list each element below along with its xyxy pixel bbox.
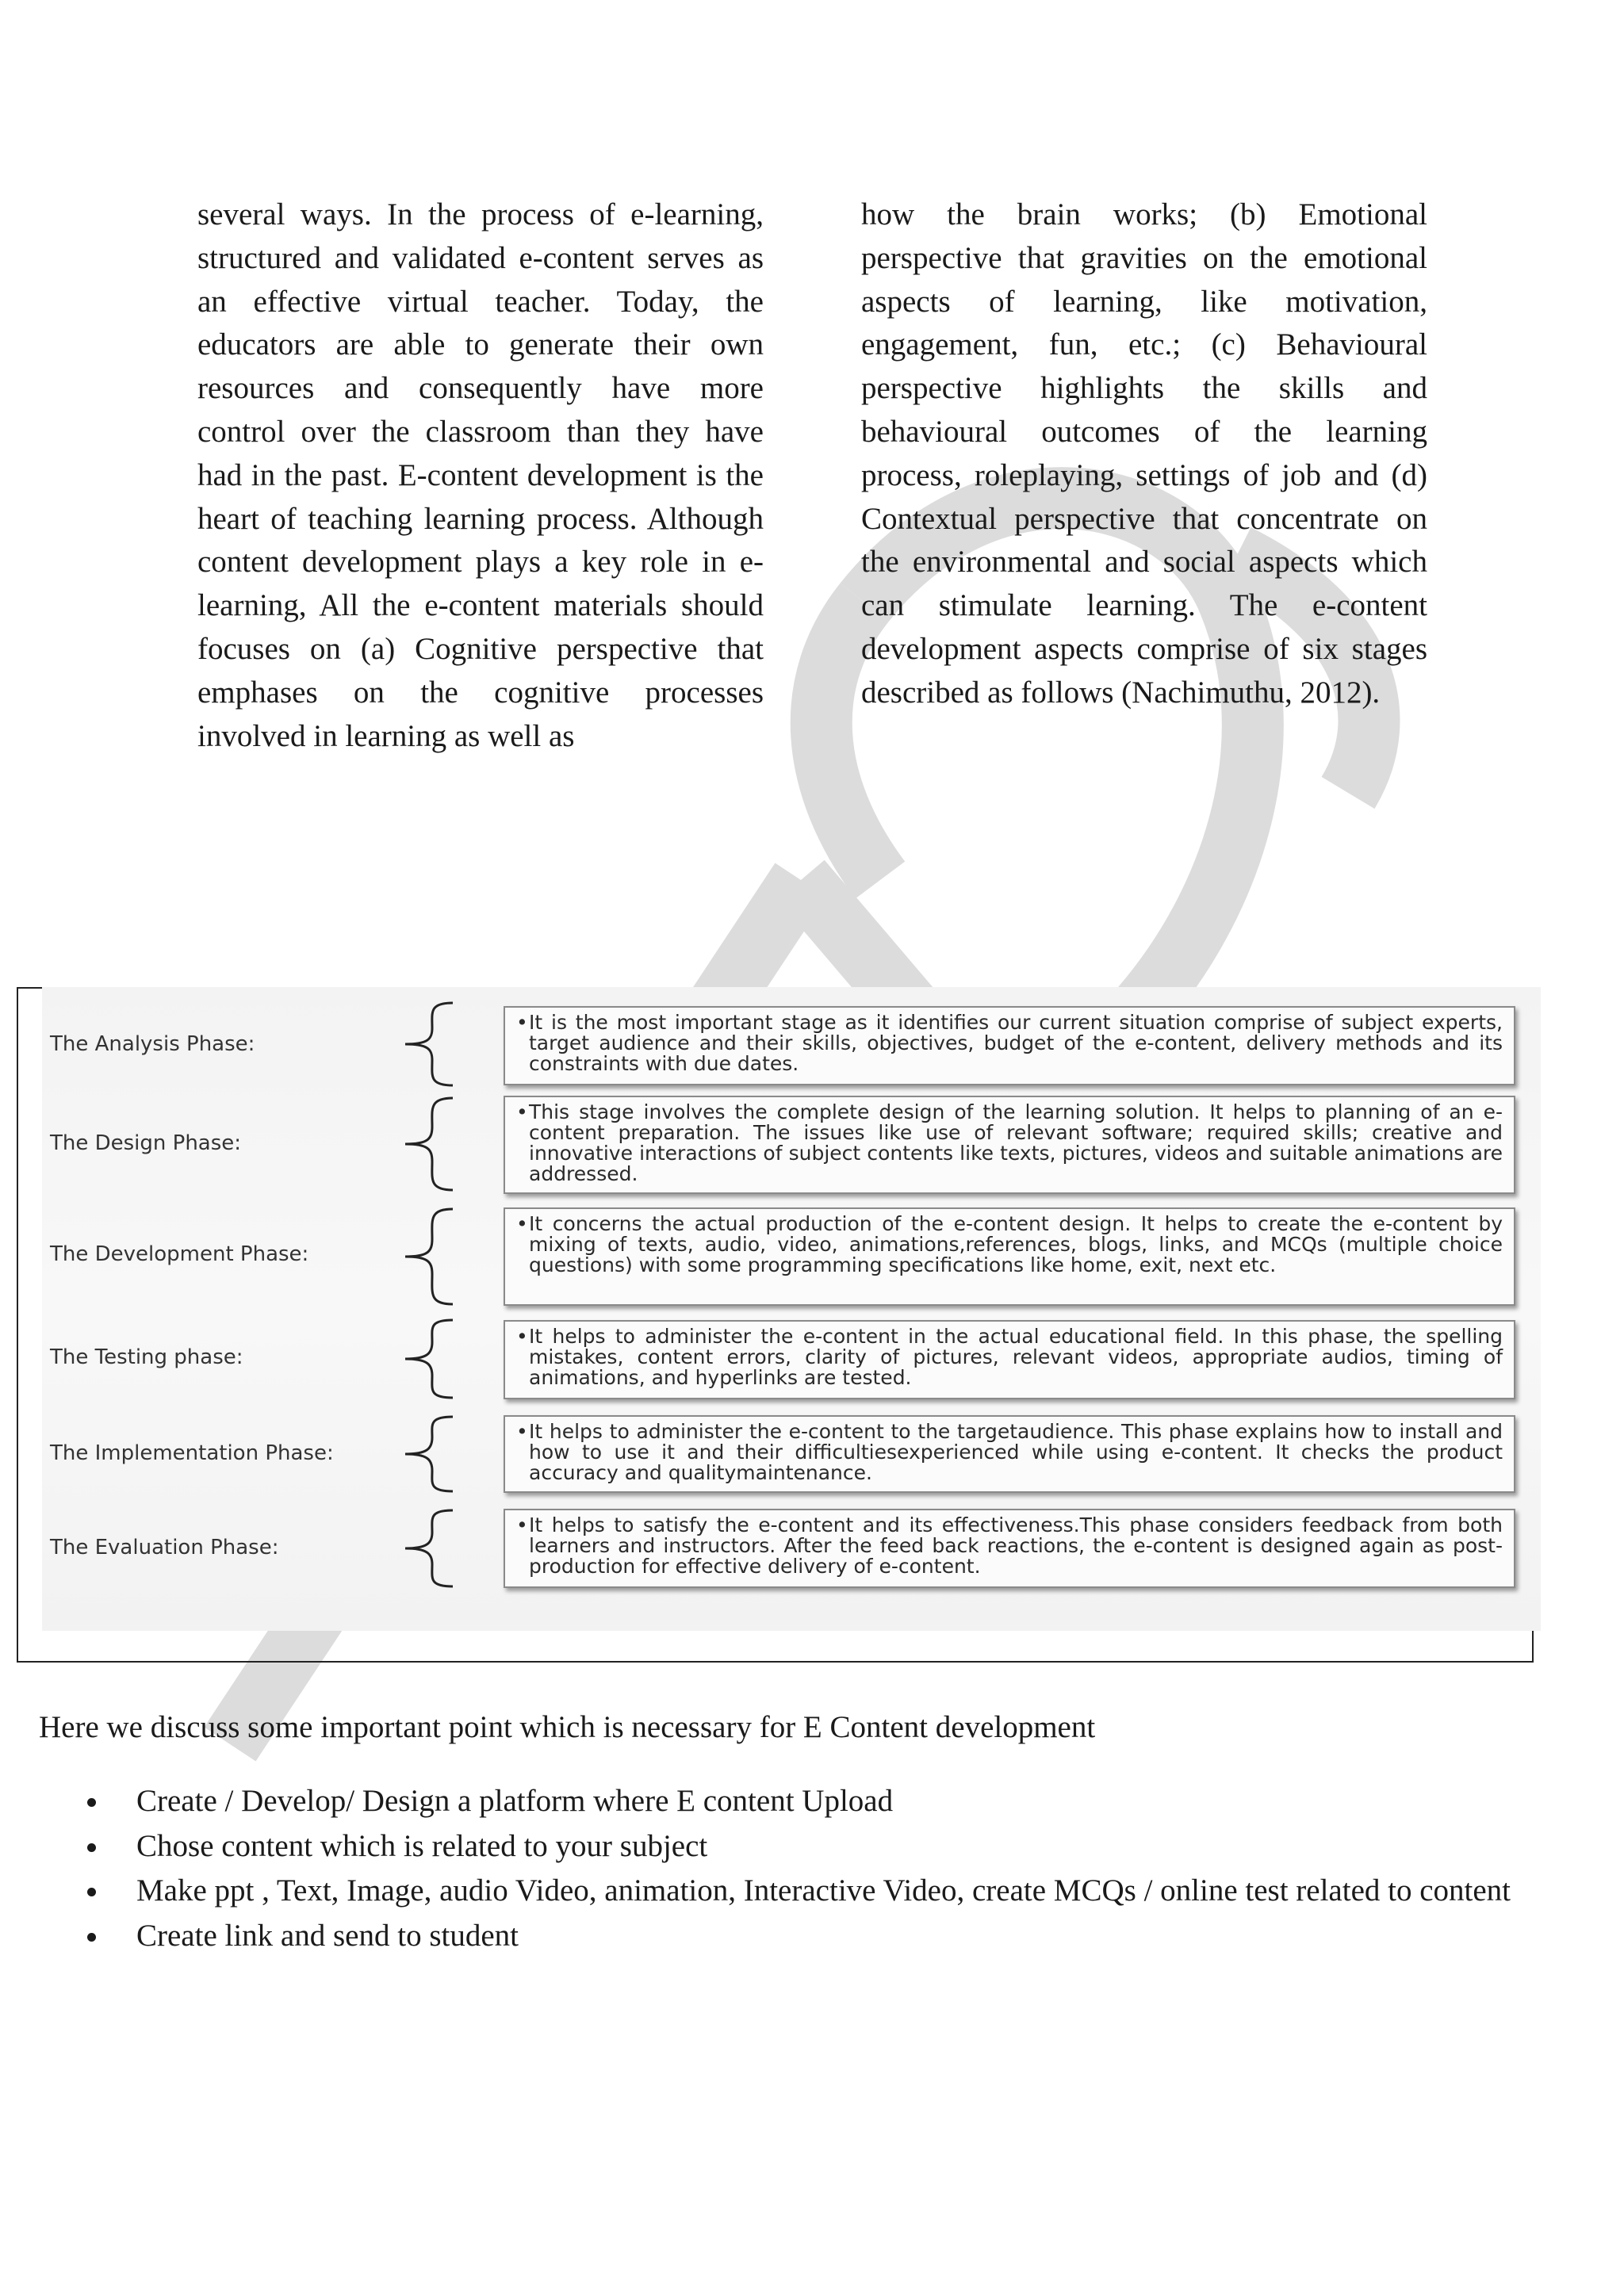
phase-description-box <box>504 1207 1515 1306</box>
phase-description-box <box>504 1006 1515 1085</box>
bullet-dot-icon <box>87 1843 96 1852</box>
list-item-text: Make ppt , Text, Image, audio Video, animation, Interactive Video, create MCQs / online test related to content <box>136 1873 1511 1908</box>
bullet-icon: • <box>516 1212 528 1235</box>
phase-description: It helps to administer the e-content in the actual educational field. In this phase, the spelling mistakes, content errors, clarity of pictures, relevant videos, appropriate audios, timing of animations, and hyperlinks are tested. <box>529 1325 1503 1389</box>
bullet-icon: • <box>516 1325 528 1348</box>
left-paragraph: several ways. In the process of e-learning, structured and validated e-content serves as an effective virtual teacher. Today, the educators are able to generate their own resources and consequently have more control over the classroom than they have had in the past. E-content development is the heart of teaching learning process. Although content development plays a key role in e-learning, All the e-content materials should focuses on (a) Cognitive perspective that emphases on the cognitive processes involved in learning as well as <box>197 197 764 753</box>
bullet-dot-icon <box>87 1933 96 1942</box>
phase-description-box <box>504 1509 1515 1588</box>
phase-label: The Design Phase: <box>50 1131 242 1155</box>
list-item-text: Create link and send to student <box>136 1918 519 1953</box>
curly-brace-icon <box>397 1095 461 1193</box>
curly-brace-icon <box>397 1317 461 1401</box>
phase-label: The Development Phase: <box>50 1242 309 1266</box>
phase-description-box <box>504 1096 1515 1194</box>
bullet-icon: • <box>516 1420 528 1443</box>
phase-description: It helps to administer the e-content to the targetaudience. This phase explains how to install and how to use it and their difficultiesexperienced while using e-content. It checks the product accuracy and qualitymaintenance. <box>529 1420 1503 1484</box>
list-item-text: Chose content which is related to your subject <box>136 1828 708 1863</box>
bullet-icon: • <box>516 1513 528 1536</box>
left-column-text <box>197 193 764 758</box>
bullet-dot-icon <box>87 1798 96 1807</box>
list-item <box>87 1824 1538 1869</box>
phase-label: The Analysis Phase: <box>50 1032 255 1056</box>
intro-sentence: Here we discuss some important point which is necessary for E Content development <box>39 1710 1096 1744</box>
phase-description: This stage involves the complete design of the learning solution. It helps to planning of an e-content preparation. The issues like use of relevant software; required skills; creative and innovative interactions of subject contents like texts, pictures, videos and suitable animations are addressed. <box>529 1100 1503 1185</box>
phase-label: The Evaluation Phase: <box>50 1536 279 1559</box>
curly-brace-icon <box>397 1414 461 1494</box>
frame-corner-left <box>17 987 44 989</box>
phase-description-box <box>504 1415 1515 1493</box>
bullet-dot-icon <box>87 1888 96 1896</box>
phase-description-box <box>504 1320 1515 1399</box>
list-item <box>87 1779 1538 1824</box>
curly-brace-icon <box>397 1507 461 1590</box>
curly-brace-icon <box>397 1000 461 1089</box>
phase-description: It helps to satisfy the e-content and its effectiveness.This phase considers feedback from both learners and instructors. After the feed back reactions, the e-content is designed again as post-production for effective delivery of e-content. <box>529 1513 1503 1578</box>
right-paragraph: how the brain works; (b) Emotional perspective that gravities on the emotional aspects of learning, like motivation, engagement, fun, etc.; (c) Behavioural perspective highlights the skills and behavioural outcomes of the learning process, roleplaying, settings of job and (d) Contextual perspective that concentrate on the environmental and social aspects which can stimulate learning. The e-content development aspects comprise of six stages described as follows (Nachimuthu, 2012). <box>861 197 1427 710</box>
phase-label: The Implementation Phase: <box>50 1441 334 1465</box>
list-item <box>87 1869 1538 1914</box>
phase-label: The Testing phase: <box>50 1345 243 1369</box>
right-column-text <box>861 193 1427 715</box>
bullet-icon: • <box>516 1011 528 1034</box>
bullet-icon: • <box>516 1100 528 1123</box>
list-item <box>87 1914 1538 1959</box>
curly-brace-icon <box>397 1206 461 1307</box>
points-list <box>87 1779 1538 1958</box>
phase-description: It is the most important stage as it identifies our current situation comprise of subject experts, target audience and their skills, objectives, budget of the e-content, delivery methods and its constraints with due dates. <box>529 1011 1503 1075</box>
phases-figure <box>17 987 1534 1663</box>
phase-description: It concerns the actual production of the e-content design. It helps to create the e-content by mixing of texts, audio, video, animations,references, blogs, links, and MCQs (multiple choice questions) with some programming specifications like home, exit, next etc. <box>529 1212 1503 1276</box>
list-item-text: Create / Develop/ Design a platform where E content Upload <box>136 1784 894 1818</box>
